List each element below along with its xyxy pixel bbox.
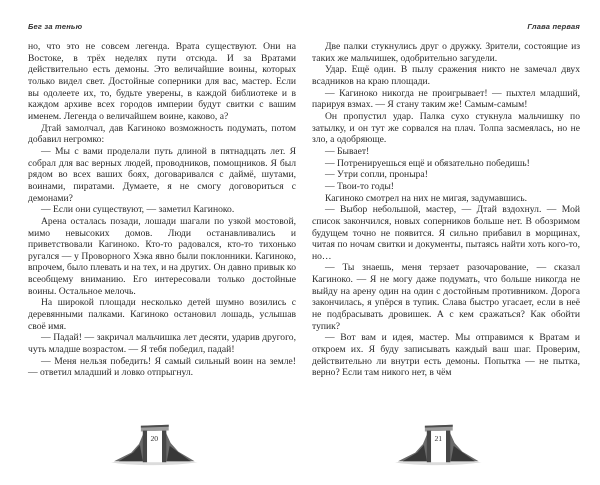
paragraph: — Падай! — закричал мальчишка лет десяти, ударив другого, чуть младше возрастом. — Я тебя победил, падай! [28, 332, 296, 356]
paragraph: — Если они существуют, — заметил Кагиноко. [41, 204, 235, 216]
paragraph: Удар. Ещё один. В пылу сражения никто не замечал двух всадников на краю площади. [312, 64, 580, 87]
page-text-left [28, 41, 296, 379]
paragraph: — Вот вам и идея, мастер. Мы отправимся к Вратам и откроем их. Я буду записывать каждый ваш шаг. Проверим, действительно ли внутри есть демоны. Попытка — не пытка, верно? Если там никого нет, в чём [312, 332, 580, 379]
page-right [312, 20, 580, 480]
paragraph: — Кагиноко никогда не проигрывает! — пыхтел младший, парируя взмах. — Я стану таким же! Самым-самым! [312, 87, 580, 111]
page-number-ornament-left [106, 418, 202, 470]
paragraph: — Бывает! [325, 145, 370, 157]
paragraph: Он пропустил удар. Палка сухо стукнула мальчишку по затылку, и он тут же сорвался на плач. Толпа засмеялась, но не зло, а одобряюще. [312, 110, 580, 146]
paragraph: — Меня нельзя победить! Я самый сильный воин на земле! — ответил младший и ловко отпрыгнул. [28, 355, 296, 379]
page-number: 20 [150, 434, 159, 444]
stone-gate-icon [390, 418, 486, 470]
paragraph: — Мы с вами проделали путь длиной в пятнадцать лет. Я собрал для вас верных людей, проводников, помощников. Я был рядом во всех ваших боях, договаривался с даймё, шутами, воинами, пиратами. Думаете, я не смогу договориться с демонами? [28, 145, 296, 204]
paragraph: Две палки стукнулись друг о дружку. Зрители, состоящие из таких же мальчишек, одобрительно загудели. [312, 41, 580, 64]
page-left [28, 20, 296, 480]
page-number-ornament-right [390, 418, 486, 470]
paragraph: Арена осталась позади, лошади шагали по узкой мостовой, мимо невысоких домов. Люди останавливались и приветствовали Кагиноко. Кто-то радовался, кто-то тихонько ругался — у Проворного Хэка явно были поклонники. Кагиноко, впрочем, было плевать и на тех, и на других. Он давно привык ко всеобщему вниманию. Его интересовали только достойные воины. Остальное мелочь. [28, 215, 296, 297]
paragraph: — Утри сопли, проныра! [325, 169, 428, 181]
paragraph: — Ты знаешь, меня терзает разочарование, — сказал Кагиноко. — Я не могу даже подумать, что больше никогда не выйду на арену один на один с достойным противником. Дорога закончилась, я упёрся в тупик. Слава быстро угасает, если в неё не подбрасывать дровишек. А с кем сражаться? Как обойти тупик? [312, 262, 580, 332]
page-number: 21 [434, 434, 443, 444]
running-header-chapter-title: Глава первая [527, 22, 580, 31]
paragraph: — Выбор небольшой, мастер, — Дтай вздохнул. — Мой список закончился, новых соперников больше нет. В обозримом будущем точно не появится. Я сильно прибавил в морщинах, читая по ночам свитки и документы, пытаясь найти хоть кого-то, но… [312, 204, 580, 262]
stone-gate-icon [106, 418, 202, 470]
paragraph: но, что это не совсем легенда. Врата существуют. Они на Востоке, в трёх неделях пути отсюда. И за Вратами действительно есть демоны. Это величайшие воины, которых только видел свет. Достойные соперники для вас, мастер. Если вы одолеете их, то, будьте уверены, в каждой библиотеке и в каждом архиве всех городов империи будут свитки с вашим именем. Легенда о величайшем воине, каково, а? [28, 41, 296, 122]
paragraph: — Твои-то годы! [325, 180, 394, 192]
running-header-book-title: Бег за тенью [28, 22, 83, 31]
page-text-right [312, 41, 580, 379]
paragraph: — Потренируешься ещё и обязательно победишь! [325, 157, 530, 169]
paragraph: Дтай замолчал, дав Кагиноко возможность подумать, потом добавил негромко: [28, 122, 296, 146]
paragraph: На широкой площади несколько детей шумно возились с деревянными палками. Кагиноко остановил лошадь, услышав своё имя. [28, 297, 296, 332]
paragraph: Кагиноко смотрел на них не мигая, задумавшись. [325, 192, 528, 204]
